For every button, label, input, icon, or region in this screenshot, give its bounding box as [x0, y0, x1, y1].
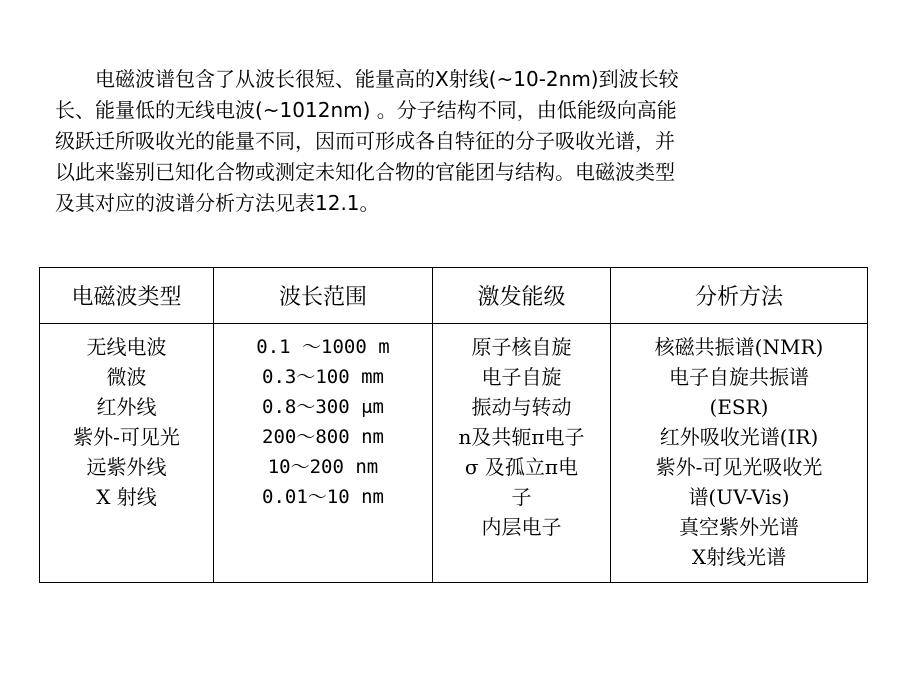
analysis-method: 真空紫外光谱	[679, 515, 799, 539]
excitation-level: 振动与转动	[471, 395, 572, 419]
intro-line: 长、能量低的无线电波(~1012nm) 。分子结构不同，由低能级向高能	[55, 98, 677, 122]
spectra-table	[39, 267, 868, 583]
wave-type-cell	[40, 324, 214, 583]
wavelength-range: 0.8～300 μm	[262, 396, 384, 418]
analysis-method: 紫外-可见光吸收光	[655, 455, 823, 479]
intro-line: 以此来鉴别已知化合物或测定未知化合物的官能团与结构。电磁波类型	[55, 160, 675, 184]
wavelength-range: 10～200 nm	[267, 456, 379, 478]
intro-paragraph	[55, 64, 855, 219]
excitation-level: 原子核自旋	[471, 335, 572, 359]
wave-type: 红外线	[96, 395, 157, 419]
excitation-level: 内层电子	[481, 515, 562, 539]
analysis-method: 谱(UV-Vis)	[688, 485, 790, 509]
wavelength-range: 0.3～100 mm	[262, 366, 384, 388]
wavelength-range: 0.01～10 nm	[262, 486, 384, 508]
analysis-method: 电子自旋共振谱	[669, 365, 809, 389]
analysis-method: 红外吸收光谱(IR)	[659, 425, 819, 449]
analysis-method: 核磁共振谱(NMR)	[654, 335, 824, 359]
wavelength-range: 0.1 ～1000 m	[256, 336, 390, 358]
excitation-level: n及共轭π电子	[458, 425, 585, 449]
excitation-level: σ 及孤立π电	[464, 455, 579, 479]
analysis-method: (ESR)	[709, 395, 769, 419]
wave-type: 微波	[106, 365, 147, 389]
analysis-method: X射线光谱	[691, 545, 787, 569]
intro-line: 级跃迁所吸收光的能量不同，因而可形成各自特征的分子吸收光谱，并	[55, 129, 675, 153]
header-wavelength-range: 波长范围	[214, 268, 433, 324]
table-row	[40, 324, 868, 583]
intro-line: 及其对应的波谱分析方法见表12.1。	[55, 191, 380, 215]
table-header-row	[40, 268, 868, 324]
analysis-method-cell	[611, 324, 868, 583]
header-analysis-method: 分析方法	[611, 268, 868, 324]
wave-type: 无线电波	[86, 335, 167, 359]
intro-line: 电磁波谱包含了从波长很短、能量高的X射线(~10-2nm)到波长较	[55, 67, 679, 91]
wavelength-range: 200～800 nm	[262, 426, 384, 448]
header-wave-type: 电磁波类型	[40, 268, 214, 324]
excitation-level: 子	[511, 485, 532, 509]
header-excitation-level: 激发能级	[433, 268, 611, 324]
wave-type: 远紫外线	[86, 455, 167, 479]
wavelength-range-cell	[214, 324, 433, 583]
wave-type: X 射线	[96, 485, 157, 509]
excitation-level: 电子自旋	[481, 365, 562, 389]
excitation-level-cell	[433, 324, 611, 583]
wave-type: 紫外-可见光	[73, 425, 180, 449]
